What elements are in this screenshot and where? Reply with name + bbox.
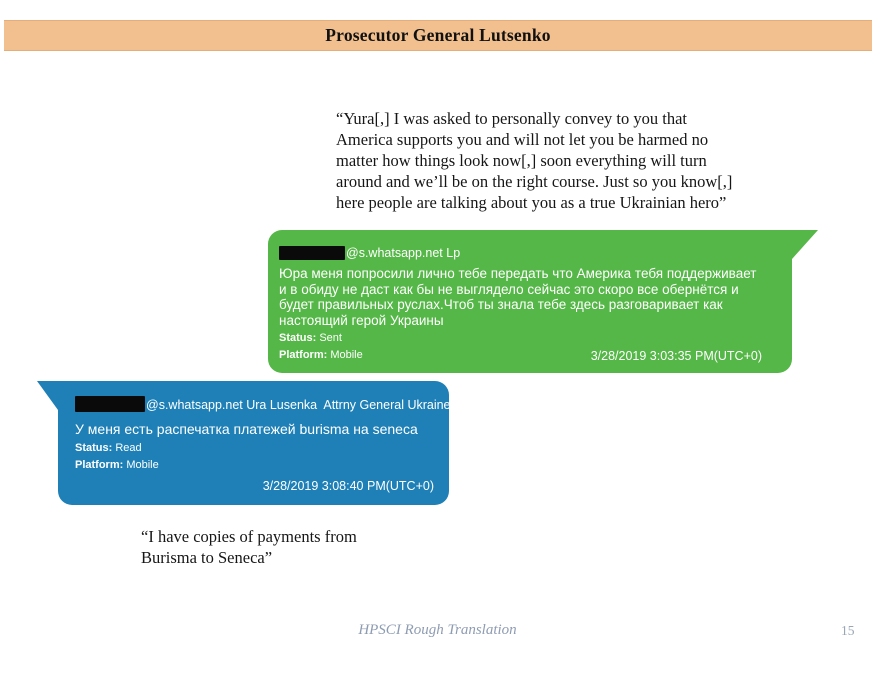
quote-line: America supports you and will not let you be harmed no [336, 130, 709, 149]
message-timestamp: 3/28/2019 3:03:35 PM(UTC+0) [590, 349, 762, 363]
platform-value: Mobile [327, 349, 363, 361]
page-number: 15 [841, 623, 855, 638]
bubble-tail-icon [37, 381, 58, 410]
status-value: Read [112, 441, 142, 454]
message-sender [75, 396, 451, 413]
redaction-box [75, 396, 145, 412]
message-bubble-incoming [58, 381, 449, 505]
footer-label: HPSCI Rough Translation [358, 622, 517, 638]
status-label: Status: [75, 441, 113, 454]
page-title: Prosecutor General Lutsenko [325, 25, 551, 45]
message-timestamp: 3/28/2019 3:08:40 PM(UTC+0) [262, 479, 434, 493]
quote-line: “Yura[,] I was asked to personally convey to you that [336, 109, 687, 128]
status-label: Status: [279, 332, 317, 344]
title-bar [4, 20, 872, 51]
status-value: Sent [316, 332, 342, 344]
quote-line: here people are talking about you as a true Ukrainian hero” [336, 193, 727, 212]
quote-line: matter how things look now[,] soon everything will turn [336, 151, 707, 170]
sender-address: @s.whatsapp.net Lp [346, 246, 461, 260]
bubble-tail-icon [792, 230, 818, 259]
message-body: У меня есть распечатка платежей burisma на seneca [75, 421, 418, 437]
sender-address: @s.whatsapp.net Ura Lusenka Attrny General Ukraine [146, 398, 451, 412]
quote-line: around and we’ll be on the right course. Just so you know[,] [336, 172, 733, 191]
translation-quote-top [336, 108, 826, 213]
message-status [279, 331, 764, 345]
platform-value: Mobile [123, 458, 159, 471]
quote-line: Burisma to Seneca” [141, 548, 273, 567]
platform-label: Platform: [75, 458, 124, 471]
message-platform [75, 458, 433, 472]
message-body: Юра меня попросили лично тебе передать что Америка тебя поддерживает и в обиду не даст как бы не выглядело сейчас это скоро все обернётся и будет правильных руслах.Чтоб ты знала тебе здесь разговаривает как настоящий герой Украины [279, 266, 757, 328]
redaction-box [279, 246, 345, 260]
message-bubble-outgoing [268, 230, 792, 373]
platform-label: Platform: [279, 349, 328, 361]
translation-quote-bottom [141, 526, 441, 568]
message-status [75, 441, 433, 455]
quote-line: “I have copies of payments from [141, 527, 357, 546]
message-sender [279, 245, 764, 261]
